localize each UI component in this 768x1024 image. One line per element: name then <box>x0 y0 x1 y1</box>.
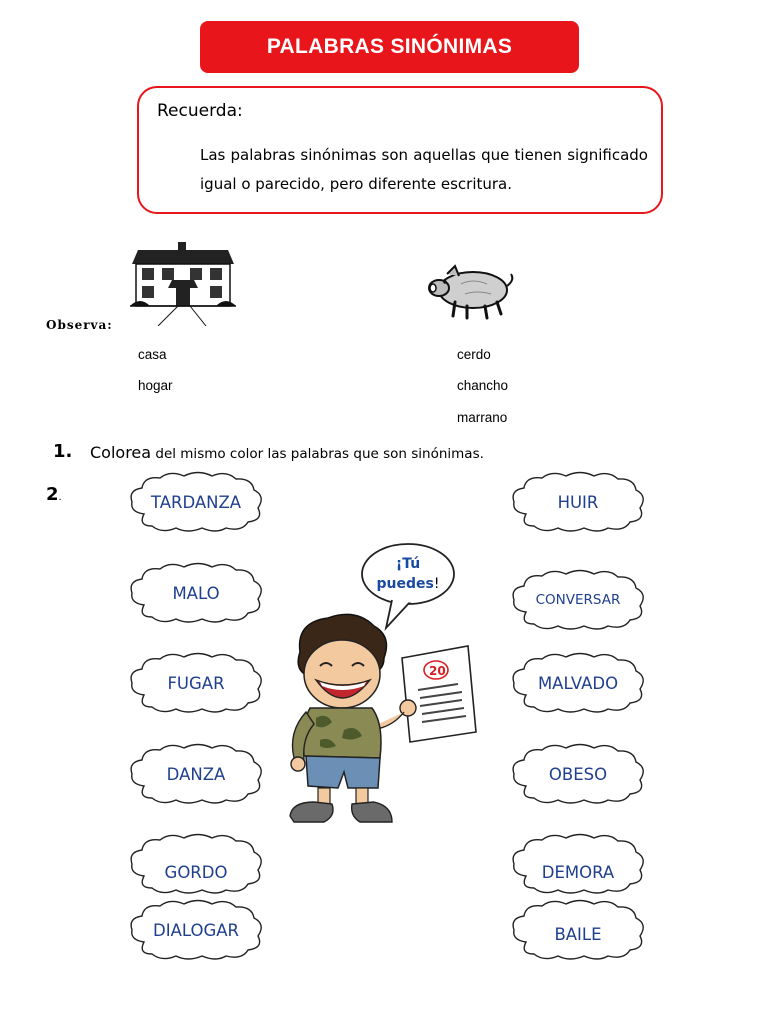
left-word-2: hogar <box>138 378 173 393</box>
house-illustration <box>128 240 238 326</box>
cloud-word: DEMORA <box>541 862 615 882</box>
cloud-right-5[interactable] <box>508 832 648 896</box>
cloud-left-1[interactable] <box>126 470 266 534</box>
paper-score: 20 <box>429 664 446 678</box>
cloud-word: OBESO <box>548 764 608 784</box>
recuerda-label: Recuerda: <box>157 101 243 121</box>
cloud-word: TARDANZA <box>150 492 242 512</box>
cloud-right-6[interactable] <box>508 898 648 962</box>
cloud-right-3[interactable] <box>508 651 648 715</box>
cloud-word: DANZA <box>166 764 226 784</box>
cloud-word: MALVADO <box>537 673 619 693</box>
item-2-dot: . <box>58 491 62 503</box>
item-2-marker <box>46 484 62 505</box>
pig-illustration <box>425 262 517 320</box>
cloud-left-6[interactable] <box>126 898 266 962</box>
cloud-word: FUGAR <box>167 673 225 693</box>
cloud-word: BAILE <box>554 924 602 944</box>
right-word-2: chancho <box>457 378 509 393</box>
paper-sheet <box>402 646 476 742</box>
right-word-3: marrano <box>457 410 508 425</box>
recuerda-definition: Las palabras sinónimas son aquellas que tienen significado igual o parecido, pero diferente escritura. <box>200 146 648 193</box>
speech-line-2: puedes <box>376 576 434 592</box>
title-banner <box>200 21 579 73</box>
cloud-word: MALO <box>172 583 220 603</box>
cloud-word: DIALOGAR <box>153 920 239 940</box>
observa-label: Observa: <box>46 318 113 332</box>
cloud-word: CONVERSAR <box>535 592 621 608</box>
cloud-right-1[interactable] <box>508 470 648 534</box>
cloud-word: HUIR <box>557 492 599 512</box>
speech-exclamation: ! <box>433 576 440 592</box>
cloud-word: GORDO <box>164 862 228 882</box>
item-1-rest: del mismo color las palabras que son sinónimas. <box>151 446 484 462</box>
speech-text <box>358 554 458 594</box>
cloud-left-3[interactable] <box>126 651 266 715</box>
cloud-right-2[interactable] <box>508 568 648 632</box>
boy-illustration <box>280 612 480 826</box>
item-1-lead: Colorea <box>90 443 152 462</box>
cloud-left-4[interactable] <box>126 742 266 806</box>
cloud-left-5[interactable] <box>126 832 266 896</box>
item-1-number: 1. <box>53 441 73 462</box>
cloud-right-4[interactable] <box>508 742 648 806</box>
right-word-1: cerdo <box>457 347 491 362</box>
page-title: PALABRAS SINÓNIMAS <box>266 35 513 58</box>
cloud-left-2[interactable] <box>126 561 266 625</box>
item-1-instruction <box>90 443 484 462</box>
item-2-number: 2 <box>46 484 59 505</box>
speech-line-1: ¡Tú <box>395 556 421 572</box>
left-word-1: casa <box>138 347 167 362</box>
